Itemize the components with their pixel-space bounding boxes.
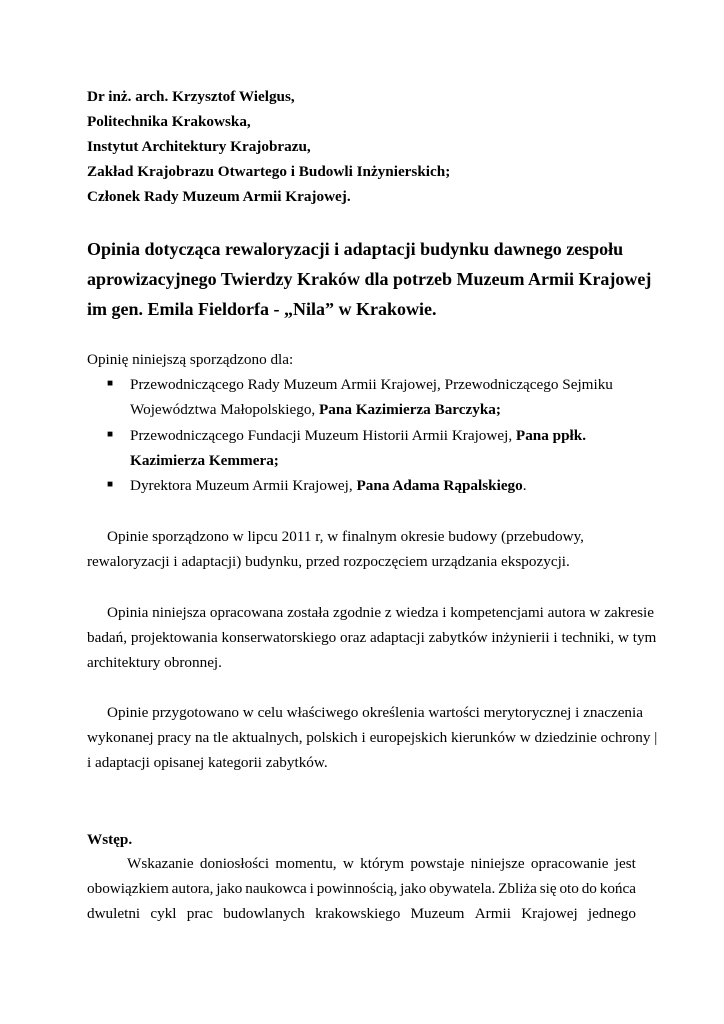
word: Muzeum — [410, 905, 465, 922]
word: budowlanych — [223, 905, 305, 922]
bullet-square-icon: ■ — [107, 479, 114, 490]
word: Armii — [474, 905, 511, 922]
intro-text: Opinię niniejszą sporządzono dla: — [87, 351, 294, 368]
word: doniosłości — [199, 855, 270, 872]
bullet-1-plain: Województwa Małopolskiego, — [130, 401, 320, 418]
word: krakowskiego — [315, 905, 401, 922]
section-heading: Wstęp. — [87, 831, 133, 848]
word: którym — [360, 855, 405, 872]
bullet-3 — [130, 478, 527, 493]
bullet-2-bold: Pana ppłk. — [515, 427, 586, 444]
word: się — [539, 880, 557, 897]
title-line-1: Opinia dotycząca rewaloryzacji i adaptacji budynku dawnego zespołu — [87, 239, 624, 259]
word: powstaje — [410, 855, 465, 872]
word: Wskazanie — [127, 855, 194, 872]
word: oto — [559, 880, 579, 897]
bullet-3-plain: Dyrektora Muzeum Armii Krajowej, — [130, 477, 357, 494]
para-1-line-2: rewaloryzacji i adaptacji) budynku, przed rozpoczęciem urządzania ekspozycji. — [87, 553, 570, 570]
word: obywatela. — [429, 880, 496, 897]
author-membership: Członek Rady Muzeum Armii Krajowej. — [87, 188, 351, 205]
word: cykl — [150, 905, 177, 922]
word: Krajowej — [521, 905, 578, 922]
title-line-2: aprowizacyjnego Twierdzy Kraków dla potrzeb Muzeum Armii Krajowej — [87, 269, 652, 289]
word: powinnością, — [316, 880, 398, 897]
bullet-1-line-2 — [130, 402, 501, 417]
section-line-2 — [87, 881, 636, 896]
word: do — [581, 880, 597, 897]
word: obowiązkiem — [87, 880, 169, 897]
para-1-line-1: Opinie sporządzono w lipcu 2011 r, w finalnym okresie budowy (przebudowy, — [107, 528, 584, 545]
word: niniejsze — [470, 855, 525, 872]
word: jednego — [587, 905, 636, 922]
para-2-line-2: badań, projektowania konserwatorskiego oraz adaptacji zabytków inżynierii i techniki, w tym — [87, 629, 657, 646]
word: naukowca — [245, 880, 307, 897]
section-line-1 — [127, 856, 636, 871]
bullet-square-icon: ■ — [107, 429, 114, 440]
bullet-3-end: . — [522, 477, 527, 494]
para-2-line-1: Opinia niniejsza opracowana została zgodnie z wiedza i kompetencjami autora w zakresie — [107, 604, 654, 621]
para-3-line-3: i adaptacji opisanej kategorii zabytków. — [87, 754, 328, 771]
word: prac — [186, 905, 213, 922]
bullet-2-plain: Przewodniczącego Fundacji Muzeum Historii Armii Krajowej, — [130, 427, 516, 444]
word: momentu, — [275, 855, 337, 872]
word: jako — [400, 880, 427, 897]
word: i — [309, 880, 314, 897]
word: Zbliża — [498, 880, 537, 897]
word: jest — [614, 855, 636, 872]
author-institute: Instytut Architektury Krajobrazu, — [87, 138, 311, 155]
section-line-3 — [87, 906, 636, 921]
bullet-1-line-1: Przewodniczącego Rady Muzeum Armii Krajowej, Przewodniczącego Sejmiku — [130, 376, 613, 393]
para-3-line-1: Opinie przygotowano w celu właściwego określenia wartości merytorycznej i znaczenia — [107, 704, 643, 721]
bullet-1-bold: Pana Kazimierza Barczyka; — [319, 401, 501, 418]
word: dwuletni — [87, 905, 141, 922]
word: autora, — [171, 880, 214, 897]
bullet-2-line-1 — [130, 428, 586, 443]
author-department: Zakład Krajobrazu Otwartego i Budowli Inżynierskich; — [87, 163, 451, 180]
para-2-line-3: architektury obronnej. — [87, 654, 222, 671]
word: końca — [599, 880, 636, 897]
word: w — [342, 855, 354, 872]
bullet-square-icon: ■ — [107, 378, 114, 389]
word: opracowanie — [530, 855, 609, 872]
para-3-line-2: wykonanej pracy na tle aktualnych, polskich i europejskich kierunków w dziedzinie ochrony | — [87, 729, 658, 746]
title-line-3: im gen. Emila Fieldorfa - „Nila” w Krakowie. — [87, 299, 437, 319]
bullet-3-bold: Pana Adama Rąpalskiego — [356, 477, 523, 494]
word: jako — [216, 880, 243, 897]
bullet-2-line-2: Kazimierza Kemmera; — [130, 452, 279, 469]
author-university: Politechnika Krakowska, — [87, 113, 251, 130]
author-name: Dr inż. arch. Krzysztof Wielgus, — [87, 88, 295, 105]
